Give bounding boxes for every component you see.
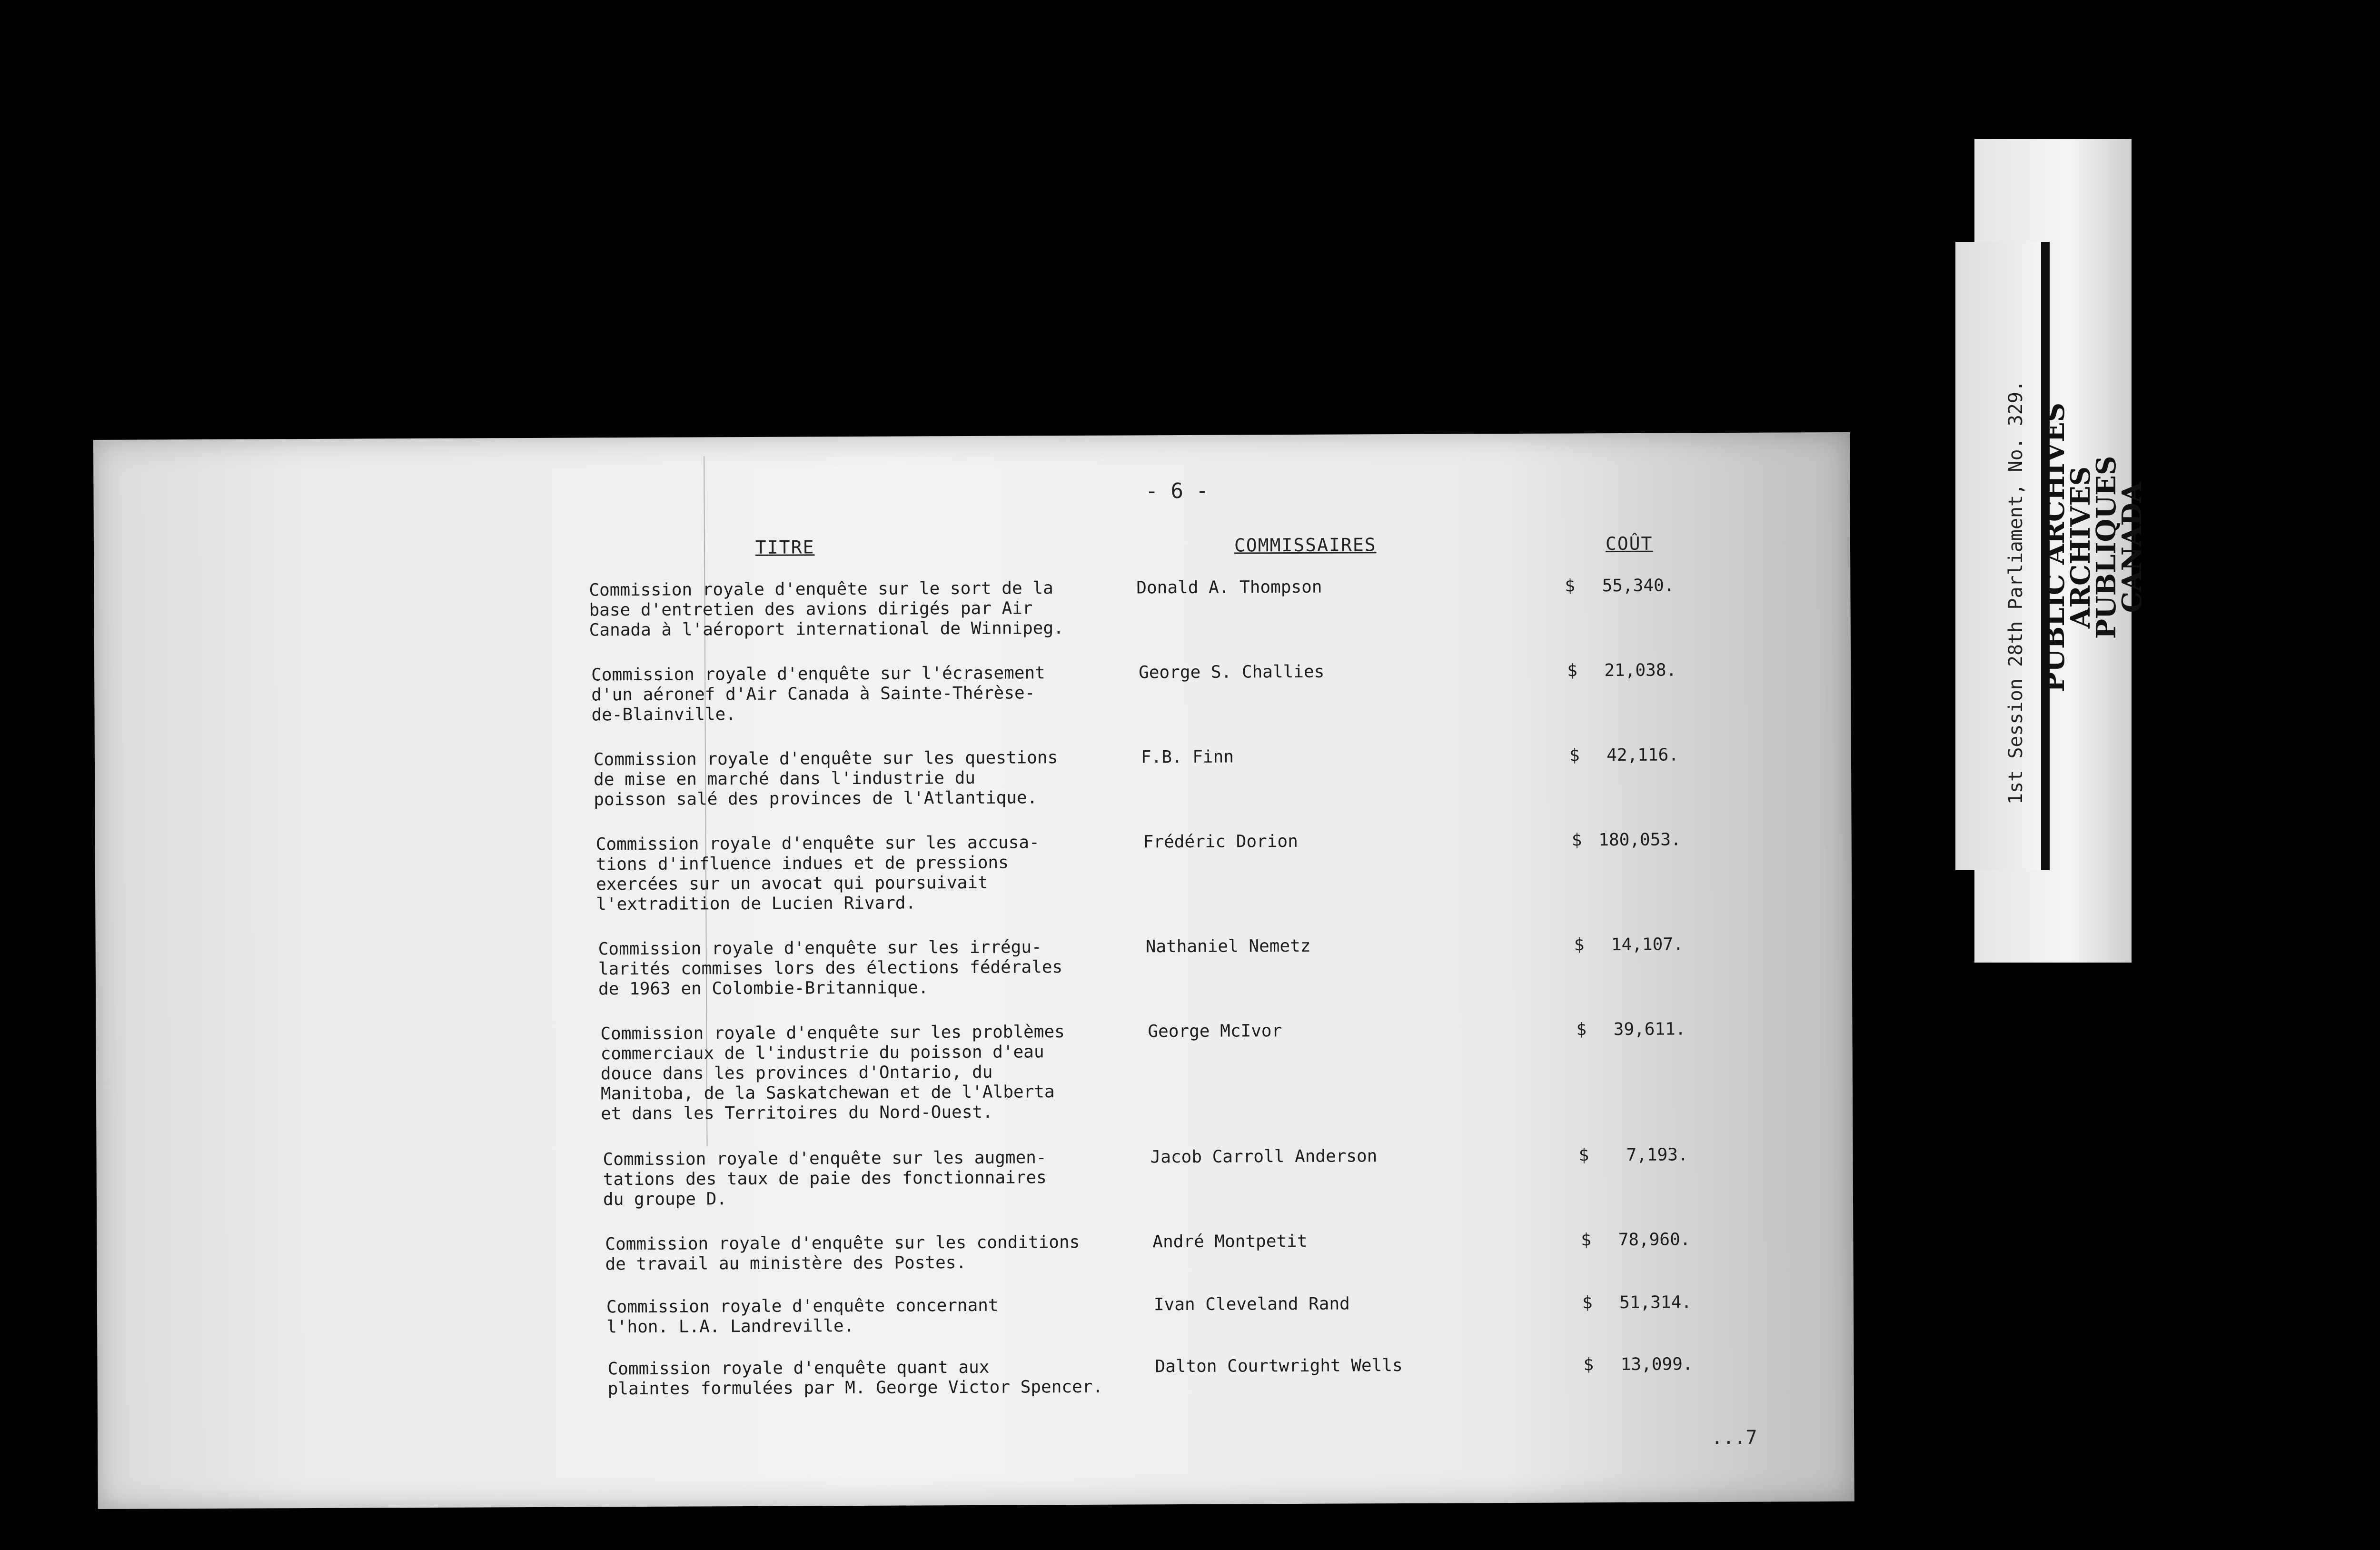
archives-stamp (2039, 381, 2148, 714)
entry-commissioners: André Montpetit (1152, 1231, 1308, 1252)
entry-cost: 39,611. (1613, 1019, 1686, 1040)
entry-currency: $ (1565, 576, 1576, 596)
entry-cost: 55,340. (1602, 576, 1675, 596)
entry-commissioners: F.B. Finn (1140, 747, 1234, 767)
entry-title: Commission royale d'enquête concernant l'hon. L.A. Landreville. (606, 1295, 999, 1337)
entry-title: Commission royale d'enquête sur les irrégu- larités commises lors des élections fédérales de 1963 en Colombie-Britannique. (598, 937, 1063, 999)
stamp-line: CANADA (2116, 482, 2148, 613)
entry-currency: $ (1569, 745, 1580, 765)
entry-title: Commission royale d'enquête sur le sort de la base d'entretien des avions dirigés par Air Canada à l'aéroport international de Winnipeg. (589, 578, 1064, 640)
entry-currency: $ (1583, 1355, 1594, 1375)
entry-cost: 21,038. (1604, 660, 1677, 681)
entry-title: Commission royale d'enquête sur les augmen- tations des taux de paie des fonctionnaires du groupe D. (603, 1148, 1047, 1210)
entry-currency: $ (1567, 661, 1577, 681)
archive-slip (1955, 242, 2050, 870)
entry-currency: $ (1574, 935, 1585, 955)
page-number: - 6 - (1145, 478, 1209, 504)
header-cost: COÛT (1605, 533, 1653, 555)
entry-currency: $ (1582, 1293, 1593, 1313)
header-title: TITRE (755, 537, 815, 558)
entry-commissioners: Jacob Carroll Anderson (1150, 1146, 1378, 1167)
document-page (93, 432, 1854, 1509)
entry-cost: 7,193. (1626, 1145, 1688, 1165)
session-reference: 1st Session 28th Parliament, No. 329. (2005, 380, 2027, 805)
entry-title: Commission royale d'enquête sur les accusa- tions d'influence indues et de pressions exercées sur un avocat qui poursuivait l'extradition de Lucien Rivard. (595, 833, 1040, 914)
entry-cost: 180,053. (1598, 830, 1681, 850)
entry-title: Commission royale d'enquête sur les conditions de travail au ministère des Postes. (605, 1232, 1080, 1274)
entry-currency: $ (1576, 1020, 1587, 1040)
entry-commissioners: Dalton Courtwright Wells (1155, 1356, 1403, 1377)
continued-marker: ...7 (1711, 1426, 1757, 1449)
entry-cost: 14,107. (1611, 934, 1684, 955)
entry-commissioners: George S. Challies (1139, 662, 1325, 683)
entry-commissioners: George McIvor (1148, 1021, 1282, 1042)
entry-title: Commission royale d'enquête quant aux plaintes formulées par M. George Victor Spencer. (607, 1357, 1103, 1399)
header-commissioners: COMMISSAIRES (1234, 534, 1377, 556)
entry-cost: 42,116. (1606, 745, 1679, 765)
entry-cost: 13,099. (1620, 1354, 1693, 1375)
entry-title: Commission royale d'enquête sur les problèmes commerciaux de l'industrie du poisson d'eau douce dans les provinces d'Ontario, du Manitoba, de la Saskatchewan et de l'Alberta et dans les Territoires du Nord-Ouest. (600, 1022, 1065, 1124)
stamp-line: PUBLIC ARCHIVES (2039, 402, 2071, 693)
entry-currency: $ (1578, 1145, 1589, 1165)
entry-commissioners: Frédéric Dorion (1143, 831, 1298, 852)
entry-title: Commission royale d'enquête sur les questions de mise en marché dans l'industrie du poisson salé des provinces de l'Atlantique. (593, 748, 1058, 810)
entry-cost: 51,314. (1619, 1292, 1692, 1313)
entry-currency: $ (1571, 830, 1582, 850)
entry-cost: 78,960. (1618, 1230, 1691, 1250)
stamp-line: ARCHIVES PUBLIQUES (2065, 456, 2122, 639)
entry-commissioners: Nathaniel Nemetz (1145, 936, 1311, 957)
entry-commissioners: Donald A. Thompson (1136, 577, 1322, 598)
entry-currency: $ (1581, 1230, 1592, 1250)
entry-title: Commission royale d'enquête sur l'écrasement d'un aéronef d'Air Canada à Sainte-Thérèse- de-Blainville. (591, 663, 1045, 725)
entry-commissioners: Ivan Cleveland Rand (1153, 1294, 1350, 1315)
